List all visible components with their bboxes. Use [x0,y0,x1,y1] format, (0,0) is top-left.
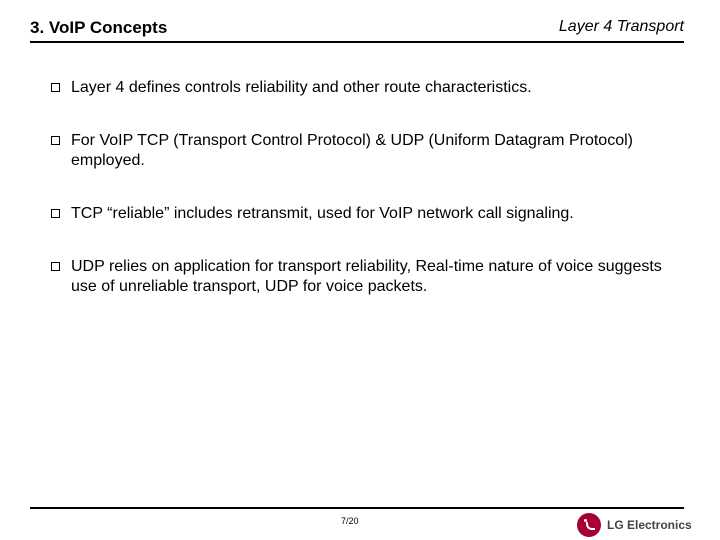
bullet-text: For VoIP TCP (Transport Control Protocol) & UDP (Uniform Datagram Protocol) employed. [71,132,633,169]
bullet-item [51,131,691,171]
page-number: 7/20 [341,516,359,526]
bullet-item [51,78,691,98]
footer-divider [30,507,684,509]
bullet-item [51,257,691,297]
checkbox-bullet-icon [51,262,60,271]
bullet-text: Layer 4 defines controls reliability and other route characteristics. [71,79,532,96]
slide-title: 3. VoIP Concepts [30,18,168,37]
slide-subtitle: Layer 4 Transport [558,18,684,35]
checkbox-bullet-icon [51,83,60,92]
bullet-text: TCP “reliable” includes retransmit, used for VoIP network call signaling. [71,205,574,222]
checkbox-bullet-icon [51,209,60,218]
header-divider [30,41,684,43]
slide-header [30,18,684,40]
company-logo [577,511,692,539]
lg-logo-icon [577,513,601,537]
bullet-text: UDP relies on application for transport reliability, Real-time nature of voice suggests use of unreliable transport, UDP for voice packets. [71,258,662,295]
bullet-item [51,204,691,224]
bullet-list [51,78,691,330]
checkbox-bullet-icon [51,136,60,145]
logo-text: LG Electronics [607,518,692,532]
